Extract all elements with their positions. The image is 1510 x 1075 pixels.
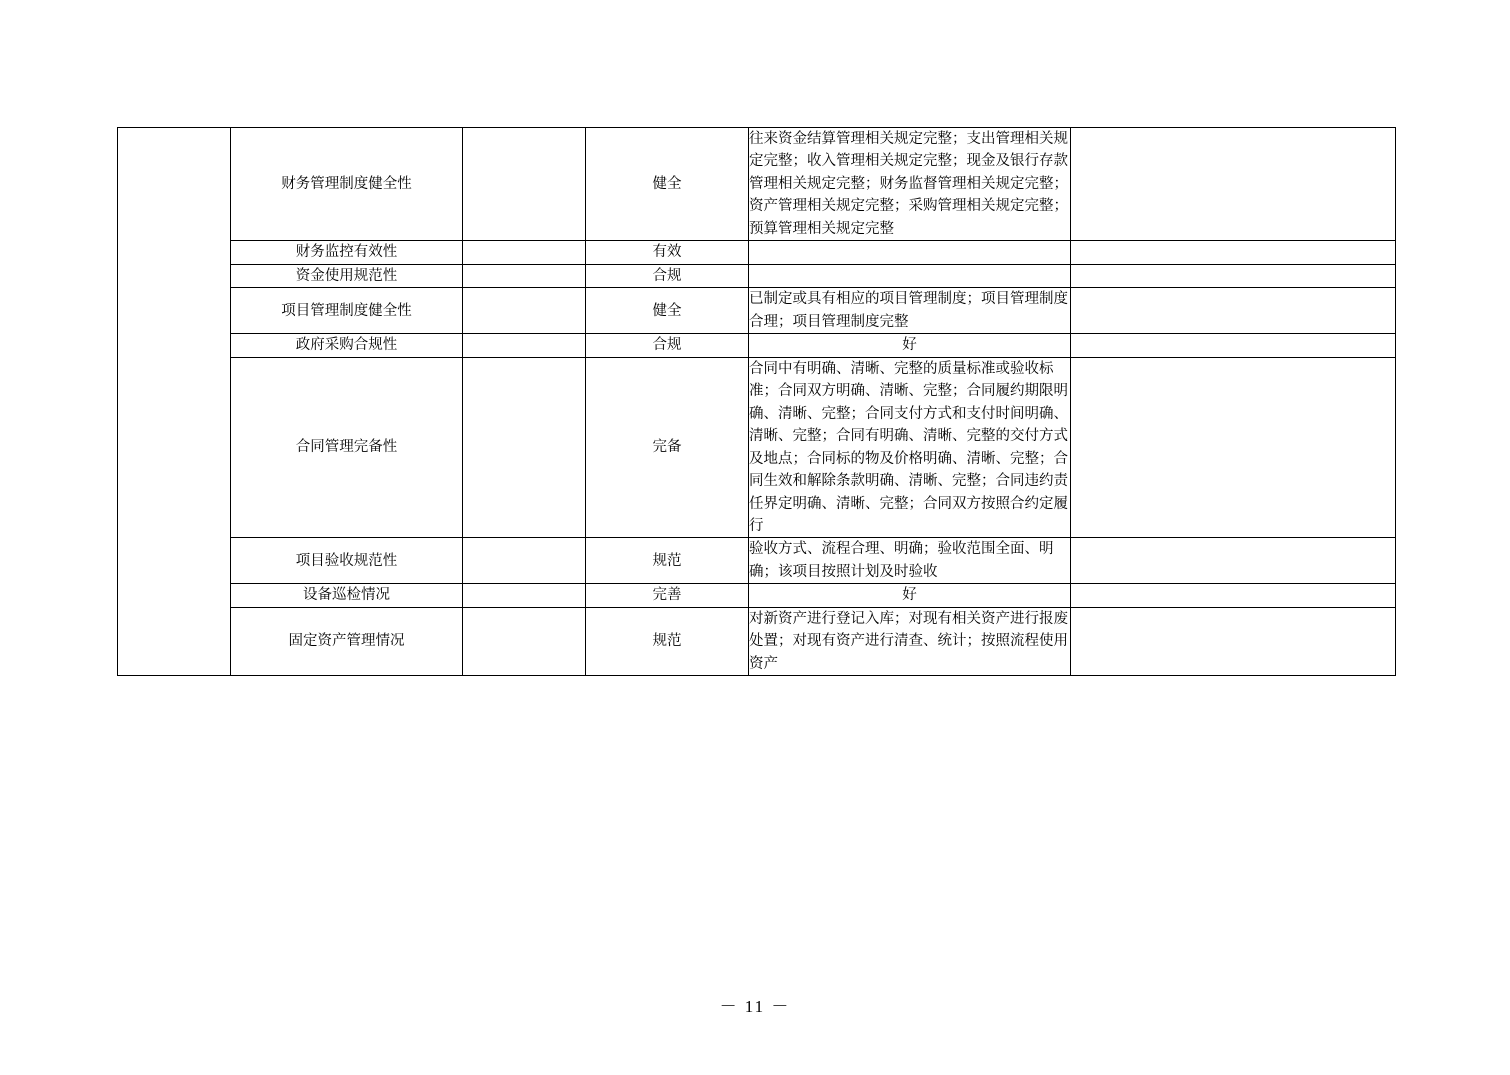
indicator-level: 健全 [586, 128, 749, 241]
indicator-name: 资金使用规范性 [231, 264, 463, 287]
remark-cell [1071, 607, 1396, 675]
remark-cell [1071, 584, 1396, 607]
indicator-description: 好 [749, 584, 1071, 607]
table-row [118, 264, 1396, 287]
indicator-name: 项目管理制度健全性 [231, 288, 463, 334]
remark-cell [1071, 264, 1396, 287]
remark-cell [1071, 288, 1396, 334]
remark-cell [1071, 334, 1396, 357]
score-cell [463, 128, 586, 241]
score-cell [463, 538, 586, 584]
evaluation-indicator-table [117, 127, 1396, 676]
score-cell [463, 584, 586, 607]
table-row [118, 241, 1396, 264]
indicator-description: 合同中有明确、清晰、完整的质量标准或验收标准；合同双方明确、清晰、完整；合同履约期限明确、清晰、完整；合同支付方式和支付时间明确、清晰、完整；合同有明确、清晰、完整的交付方式及地点；合同标的物及价格明确、清晰、完整；合同生效和解除条款明确、清晰、完整；合同违约责任界定明确、清晰、完整；合同双方按照合约定履行 [749, 357, 1071, 538]
indicator-name: 设备巡检情况 [231, 584, 463, 607]
table-row [118, 357, 1396, 538]
indicator-level: 合规 [586, 264, 749, 287]
remark-cell [1071, 357, 1396, 538]
indicator-description: 往来资金结算管理相关规定完整；支出管理相关规定完整；收入管理相关规定完整；现金及银行存款管理相关规定完整；财务监督管理相关规定完整；资产管理相关规定完整；采购管理相关规定完整；预算管理相关规定完整 [749, 128, 1071, 241]
indicator-name: 项目验收规范性 [231, 538, 463, 584]
score-cell [463, 288, 586, 334]
category-cell [118, 128, 231, 676]
indicator-level: 完备 [586, 357, 749, 538]
remark-cell [1071, 241, 1396, 264]
page-number: － 11 － [719, 997, 791, 1016]
indicator-level: 有效 [586, 241, 749, 264]
table-row [118, 538, 1396, 584]
table-row [118, 288, 1396, 334]
indicator-description: 对新资产进行登记入库；对现有相关资产进行报废处置；对现有资产进行清查、统计；按照流程使用资产 [749, 607, 1071, 675]
indicator-name: 合同管理完备性 [231, 357, 463, 538]
indicator-level: 合规 [586, 334, 749, 357]
indicator-name: 政府采购合规性 [231, 334, 463, 357]
table-row [118, 607, 1396, 675]
indicator-description [749, 264, 1071, 287]
indicator-level: 规范 [586, 538, 749, 584]
remark-cell [1071, 538, 1396, 584]
score-cell [463, 264, 586, 287]
score-cell [463, 607, 586, 675]
indicator-description [749, 241, 1071, 264]
indicator-level: 规范 [586, 607, 749, 675]
table-row [118, 334, 1396, 357]
score-cell [463, 334, 586, 357]
score-cell [463, 357, 586, 538]
score-cell [463, 241, 586, 264]
table-body [118, 128, 1396, 676]
indicator-level: 健全 [586, 288, 749, 334]
indicator-name: 固定资产管理情况 [231, 607, 463, 675]
indicator-level: 完善 [586, 584, 749, 607]
table-row [118, 584, 1396, 607]
indicator-description: 验收方式、流程合理、明确；验收范围全面、明确；该项目按照计划及时验收 [749, 538, 1071, 584]
indicator-description: 好 [749, 334, 1071, 357]
indicator-description: 已制定或具有相应的项目管理制度；项目管理制度合理；项目管理制度完整 [749, 288, 1071, 334]
indicator-name: 财务监控有效性 [231, 241, 463, 264]
remark-cell [1071, 128, 1396, 241]
indicator-name: 财务管理制度健全性 [231, 128, 463, 241]
table-row [118, 128, 1396, 241]
